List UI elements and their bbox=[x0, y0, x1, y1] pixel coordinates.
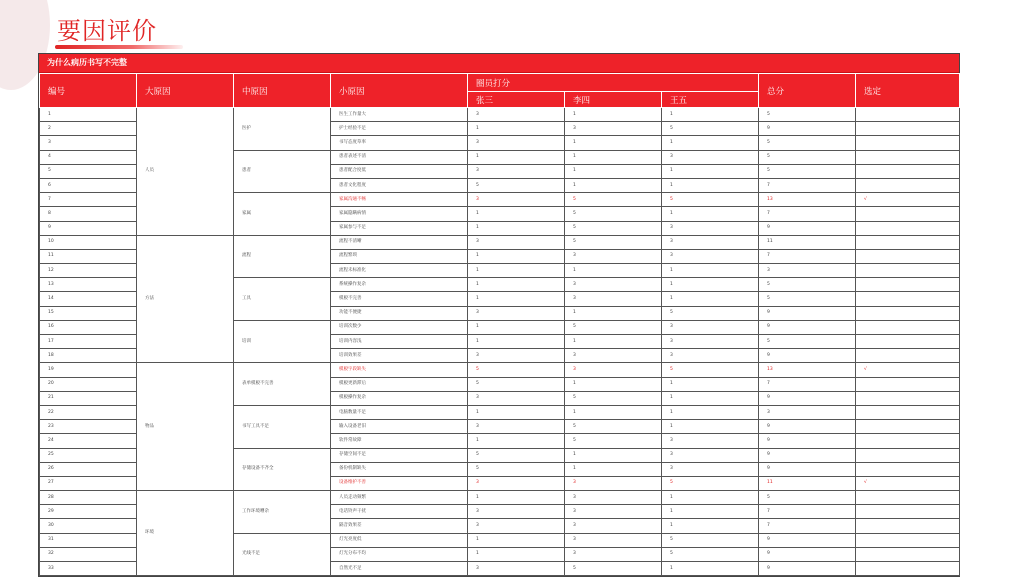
row-no: 17 bbox=[40, 335, 137, 349]
minor-cause-cell: 隔音效果差 bbox=[331, 519, 468, 533]
minor-cause-cell: 模板操作复杂 bbox=[331, 391, 468, 405]
minor-cause-cell: 培训内容浅 bbox=[331, 335, 468, 349]
minor-cause-cell: 患者文化程度 bbox=[331, 178, 468, 192]
selected-mark-cell: √ bbox=[856, 363, 960, 377]
major-cause-cell: 方法 bbox=[137, 235, 234, 363]
title-underline bbox=[55, 45, 183, 49]
selected-mark-cell bbox=[856, 505, 960, 519]
minor-cause-cell: 培训效果差 bbox=[331, 349, 468, 363]
score-member-1: 1 bbox=[468, 221, 565, 235]
table-caption: 为什么病历书写不完整 bbox=[39, 54, 959, 73]
middle-cause-cell: 表单模板不完善 bbox=[234, 363, 331, 406]
selected-mark-cell bbox=[856, 434, 960, 448]
score-member-1: 3 bbox=[468, 420, 565, 434]
score-member-1: 3 bbox=[468, 108, 565, 122]
row-no: 13 bbox=[40, 278, 137, 292]
row-no: 25 bbox=[40, 448, 137, 462]
score-member-1: 1 bbox=[468, 434, 565, 448]
score-member-1: 3 bbox=[468, 349, 565, 363]
row-no: 26 bbox=[40, 462, 137, 476]
header-member-1: 张三 bbox=[468, 92, 565, 108]
selected-mark-cell bbox=[856, 249, 960, 263]
score-member-3: 1 bbox=[662, 136, 759, 150]
row-no: 23 bbox=[40, 420, 137, 434]
total-score-cell: 5 bbox=[759, 292, 856, 306]
minor-cause-cell: 患者配合度低 bbox=[331, 164, 468, 178]
score-member-3: 5 bbox=[662, 476, 759, 490]
score-member-2: 1 bbox=[565, 108, 662, 122]
score-member-1: 5 bbox=[468, 377, 565, 391]
minor-cause-cell: 电脑数量不足 bbox=[331, 405, 468, 419]
row-no: 11 bbox=[40, 249, 137, 263]
score-member-3: 5 bbox=[662, 547, 759, 561]
middle-cause-cell: 医护 bbox=[234, 108, 331, 151]
total-score-cell: 9 bbox=[759, 434, 856, 448]
score-member-2: 1 bbox=[565, 377, 662, 391]
score-member-3: 1 bbox=[662, 391, 759, 405]
minor-cause-cell: 输入设备老旧 bbox=[331, 420, 468, 434]
total-score-cell: 5 bbox=[759, 491, 856, 505]
row-no: 2 bbox=[40, 122, 137, 136]
score-member-2: 5 bbox=[565, 221, 662, 235]
minor-cause-cell: 患者表述不清 bbox=[331, 150, 468, 164]
selected-mark-cell bbox=[856, 178, 960, 192]
score-member-2: 1 bbox=[565, 264, 662, 278]
minor-cause-cell: 灯光亮度低 bbox=[331, 533, 468, 547]
minor-cause-cell: 人员走动频繁 bbox=[331, 491, 468, 505]
score-member-2: 5 bbox=[565, 235, 662, 249]
total-score-cell: 5 bbox=[759, 108, 856, 122]
selected-mark-cell bbox=[856, 462, 960, 476]
score-member-1: 1 bbox=[468, 491, 565, 505]
selected-mark-cell bbox=[856, 547, 960, 561]
selected-mark-cell bbox=[856, 349, 960, 363]
row-no: 18 bbox=[40, 349, 137, 363]
score-member-2: 3 bbox=[565, 122, 662, 136]
minor-cause-cell: 医生工作量大 bbox=[331, 108, 468, 122]
minor-cause-cell: 自然光不足 bbox=[331, 562, 468, 576]
row-no: 27 bbox=[40, 476, 137, 490]
total-score-cell: 3 bbox=[759, 405, 856, 419]
score-member-3: 1 bbox=[662, 505, 759, 519]
score-member-1: 3 bbox=[468, 164, 565, 178]
selected-mark-cell bbox=[856, 164, 960, 178]
minor-cause-cell: 设备维护不善 bbox=[331, 476, 468, 490]
score-member-2: 1 bbox=[565, 405, 662, 419]
minor-cause-cell: 模板不完善 bbox=[331, 292, 468, 306]
score-member-3: 1 bbox=[662, 405, 759, 419]
score-member-1: 3 bbox=[468, 136, 565, 150]
middle-cause-cell: 培训 bbox=[234, 320, 331, 363]
selected-mark-cell bbox=[856, 150, 960, 164]
total-score-cell: 9 bbox=[759, 320, 856, 334]
score-member-1: 1 bbox=[468, 264, 565, 278]
minor-cause-cell: 家属沟通不畅 bbox=[331, 193, 468, 207]
total-score-cell: 3 bbox=[759, 264, 856, 278]
total-score-cell: 9 bbox=[759, 462, 856, 476]
row-no: 19 bbox=[40, 363, 137, 377]
row-no: 14 bbox=[40, 292, 137, 306]
factor-evaluation-table bbox=[39, 73, 960, 576]
minor-cause-cell: 模板更新滞后 bbox=[331, 377, 468, 391]
total-score-cell: 9 bbox=[759, 349, 856, 363]
selected-mark-cell bbox=[856, 377, 960, 391]
row-no: 5 bbox=[40, 164, 137, 178]
middle-cause-cell: 家属 bbox=[234, 193, 331, 236]
row-no: 32 bbox=[40, 547, 137, 561]
total-score-cell: 7 bbox=[759, 505, 856, 519]
score-member-3: 3 bbox=[662, 349, 759, 363]
row-no: 31 bbox=[40, 533, 137, 547]
minor-cause-cell: 流程繁琐 bbox=[331, 249, 468, 263]
total-score-cell: 9 bbox=[759, 122, 856, 136]
score-member-2: 5 bbox=[565, 562, 662, 576]
selected-mark-cell bbox=[856, 391, 960, 405]
minor-cause-cell: 流程不清晰 bbox=[331, 235, 468, 249]
score-member-3: 1 bbox=[662, 264, 759, 278]
minor-cause-cell: 电话铃声干扰 bbox=[331, 505, 468, 519]
row-no: 1 bbox=[40, 108, 137, 122]
score-member-2: 1 bbox=[565, 335, 662, 349]
total-score-cell: 9 bbox=[759, 221, 856, 235]
score-member-2: 5 bbox=[565, 193, 662, 207]
score-member-2: 1 bbox=[565, 136, 662, 150]
score-member-1: 1 bbox=[468, 292, 565, 306]
total-score-cell: 9 bbox=[759, 533, 856, 547]
score-member-1: 1 bbox=[468, 320, 565, 334]
score-member-3: 1 bbox=[662, 562, 759, 576]
score-member-3: 5 bbox=[662, 122, 759, 136]
row-no: 28 bbox=[40, 491, 137, 505]
score-member-3: 3 bbox=[662, 235, 759, 249]
score-member-1: 1 bbox=[468, 405, 565, 419]
score-member-1: 5 bbox=[468, 363, 565, 377]
selected-mark-cell bbox=[856, 533, 960, 547]
score-member-2: 3 bbox=[565, 363, 662, 377]
selected-mark-cell bbox=[856, 519, 960, 533]
score-member-3: 1 bbox=[662, 491, 759, 505]
middle-cause-cell: 流程 bbox=[234, 235, 331, 278]
score-member-2: 3 bbox=[565, 249, 662, 263]
score-member-2: 3 bbox=[565, 505, 662, 519]
score-member-2: 3 bbox=[565, 533, 662, 547]
score-member-1: 3 bbox=[468, 519, 565, 533]
score-member-3: 5 bbox=[662, 193, 759, 207]
minor-cause-cell: 软件常故障 bbox=[331, 434, 468, 448]
row-no: 20 bbox=[40, 377, 137, 391]
row-no: 33 bbox=[40, 562, 137, 576]
header-member-3: 王五 bbox=[662, 92, 759, 108]
header-major-cause: 大原因 bbox=[137, 74, 234, 108]
row-no: 16 bbox=[40, 320, 137, 334]
score-member-1: 3 bbox=[468, 235, 565, 249]
table-body bbox=[40, 108, 960, 576]
score-member-3: 1 bbox=[662, 377, 759, 391]
evaluation-table-panel bbox=[38, 53, 960, 577]
total-score-cell: 5 bbox=[759, 136, 856, 150]
minor-cause-cell: 家属参与不足 bbox=[331, 221, 468, 235]
score-member-3: 5 bbox=[662, 306, 759, 320]
header-minor-cause: 小原因 bbox=[331, 74, 468, 108]
total-score-cell: 13 bbox=[759, 363, 856, 377]
row-no: 30 bbox=[40, 519, 137, 533]
row-no: 9 bbox=[40, 221, 137, 235]
row-no: 10 bbox=[40, 235, 137, 249]
total-score-cell: 7 bbox=[759, 519, 856, 533]
header-member-2: 李四 bbox=[565, 92, 662, 108]
score-member-2: 5 bbox=[565, 434, 662, 448]
selected-mark-cell bbox=[856, 278, 960, 292]
row-no: 15 bbox=[40, 306, 137, 320]
minor-cause-cell: 模板字段缺失 bbox=[331, 363, 468, 377]
row-no: 6 bbox=[40, 178, 137, 192]
selected-mark-cell bbox=[856, 264, 960, 278]
score-member-3: 5 bbox=[662, 533, 759, 547]
header-score-group: 圈员打分 bbox=[468, 74, 759, 92]
table-row bbox=[40, 363, 960, 377]
row-no: 7 bbox=[40, 193, 137, 207]
row-no: 29 bbox=[40, 505, 137, 519]
major-cause-cell: 环境 bbox=[137, 491, 234, 576]
total-score-cell: 5 bbox=[759, 150, 856, 164]
total-score-cell: 7 bbox=[759, 178, 856, 192]
score-member-3: 1 bbox=[662, 164, 759, 178]
score-member-1: 3 bbox=[468, 193, 565, 207]
score-member-3: 1 bbox=[662, 278, 759, 292]
selected-mark-cell bbox=[856, 221, 960, 235]
middle-cause-cell: 工具 bbox=[234, 278, 331, 321]
selected-mark-cell bbox=[856, 235, 960, 249]
selected-mark-cell bbox=[856, 292, 960, 306]
selected-mark-cell bbox=[856, 420, 960, 434]
score-member-2: 3 bbox=[565, 292, 662, 306]
selected-mark-cell bbox=[856, 448, 960, 462]
score-member-2: 5 bbox=[565, 391, 662, 405]
score-member-2: 3 bbox=[565, 476, 662, 490]
score-member-2: 1 bbox=[565, 462, 662, 476]
minor-cause-cell: 护士经验不足 bbox=[331, 122, 468, 136]
header-selected: 选定 bbox=[856, 74, 960, 108]
total-score-cell: 9 bbox=[759, 306, 856, 320]
score-member-2: 5 bbox=[565, 420, 662, 434]
minor-cause-cell: 家属隐瞒病情 bbox=[331, 207, 468, 221]
header-middle-cause: 中原因 bbox=[234, 74, 331, 108]
selected-mark-cell bbox=[856, 335, 960, 349]
score-member-1: 1 bbox=[468, 278, 565, 292]
score-member-3: 3 bbox=[662, 150, 759, 164]
score-member-3: 1 bbox=[662, 519, 759, 533]
total-score-cell: 13 bbox=[759, 193, 856, 207]
row-no: 24 bbox=[40, 434, 137, 448]
score-member-2: 3 bbox=[565, 547, 662, 561]
score-member-2: 1 bbox=[565, 178, 662, 192]
total-score-cell: 7 bbox=[759, 377, 856, 391]
row-no: 3 bbox=[40, 136, 137, 150]
total-score-cell: 9 bbox=[759, 562, 856, 576]
score-member-2: 5 bbox=[565, 207, 662, 221]
score-member-2: 1 bbox=[565, 448, 662, 462]
total-score-cell: 5 bbox=[759, 278, 856, 292]
selected-mark-cell bbox=[856, 136, 960, 150]
score-member-2: 3 bbox=[565, 491, 662, 505]
score-member-3: 1 bbox=[662, 108, 759, 122]
selected-mark-cell bbox=[856, 108, 960, 122]
middle-cause-cell: 存储设备不齐全 bbox=[234, 448, 331, 491]
minor-cause-cell: 功能不便捷 bbox=[331, 306, 468, 320]
header-total: 总分 bbox=[759, 74, 856, 108]
score-member-2: 3 bbox=[565, 349, 662, 363]
score-member-3: 3 bbox=[662, 249, 759, 263]
score-member-1: 1 bbox=[468, 207, 565, 221]
total-score-cell: 7 bbox=[759, 207, 856, 221]
score-member-3: 3 bbox=[662, 448, 759, 462]
score-member-1: 3 bbox=[468, 505, 565, 519]
minor-cause-cell: 流程未标准化 bbox=[331, 264, 468, 278]
score-member-3: 3 bbox=[662, 221, 759, 235]
score-member-2: 3 bbox=[565, 519, 662, 533]
score-member-1: 5 bbox=[468, 448, 565, 462]
middle-cause-cell: 光线不足 bbox=[234, 533, 331, 576]
score-member-1: 1 bbox=[468, 249, 565, 263]
score-member-2: 1 bbox=[565, 164, 662, 178]
score-member-2: 5 bbox=[565, 320, 662, 334]
selected-mark-cell bbox=[856, 320, 960, 334]
middle-cause-cell: 工作环境嘈杂 bbox=[234, 491, 331, 534]
selected-mark-cell: √ bbox=[856, 476, 960, 490]
total-score-cell: 5 bbox=[759, 335, 856, 349]
score-member-1: 5 bbox=[468, 178, 565, 192]
total-score-cell: 7 bbox=[759, 249, 856, 263]
score-member-3: 3 bbox=[662, 462, 759, 476]
score-member-3: 3 bbox=[662, 434, 759, 448]
row-no: 4 bbox=[40, 150, 137, 164]
minor-cause-cell: 存储空间不足 bbox=[331, 448, 468, 462]
selected-mark-cell bbox=[856, 562, 960, 576]
score-member-1: 3 bbox=[468, 391, 565, 405]
minor-cause-cell: 灯光分布不均 bbox=[331, 547, 468, 561]
score-member-2: 1 bbox=[565, 306, 662, 320]
score-member-3: 3 bbox=[662, 320, 759, 334]
score-member-1: 5 bbox=[468, 462, 565, 476]
row-no: 21 bbox=[40, 391, 137, 405]
row-no: 12 bbox=[40, 264, 137, 278]
selected-mark-cell bbox=[856, 491, 960, 505]
selected-mark-cell bbox=[856, 306, 960, 320]
minor-cause-cell: 培训次数少 bbox=[331, 320, 468, 334]
selected-mark-cell bbox=[856, 207, 960, 221]
score-member-2: 3 bbox=[565, 278, 662, 292]
header-no: 编号 bbox=[40, 74, 137, 108]
table-row bbox=[40, 235, 960, 249]
score-member-3: 5 bbox=[662, 363, 759, 377]
minor-cause-cell: 系统操作复杂 bbox=[331, 278, 468, 292]
major-cause-cell: 物品 bbox=[137, 363, 234, 491]
selected-mark-cell bbox=[856, 405, 960, 419]
score-member-3: 1 bbox=[662, 207, 759, 221]
score-member-1: 3 bbox=[468, 562, 565, 576]
selected-mark-cell bbox=[856, 122, 960, 136]
total-score-cell: 9 bbox=[759, 448, 856, 462]
total-score-cell: 11 bbox=[759, 476, 856, 490]
score-member-1: 3 bbox=[468, 476, 565, 490]
score-member-3: 1 bbox=[662, 178, 759, 192]
row-no: 22 bbox=[40, 405, 137, 419]
score-member-1: 1 bbox=[468, 547, 565, 561]
table-row bbox=[40, 491, 960, 505]
score-member-2: 1 bbox=[565, 150, 662, 164]
score-member-3: 1 bbox=[662, 292, 759, 306]
row-no: 8 bbox=[40, 207, 137, 221]
score-member-1: 1 bbox=[468, 533, 565, 547]
minor-cause-cell: 备份机制缺失 bbox=[331, 462, 468, 476]
minor-cause-cell: 书写态度草率 bbox=[331, 136, 468, 150]
score-member-1: 1 bbox=[468, 122, 565, 136]
score-member-3: 3 bbox=[662, 335, 759, 349]
middle-cause-cell: 患者 bbox=[234, 150, 331, 193]
score-member-3: 1 bbox=[662, 420, 759, 434]
selected-mark-cell: √ bbox=[856, 193, 960, 207]
score-member-1: 1 bbox=[468, 150, 565, 164]
page-title: 要因评价 bbox=[57, 17, 157, 45]
score-member-1: 3 bbox=[468, 306, 565, 320]
table-row bbox=[40, 108, 960, 122]
total-score-cell: 9 bbox=[759, 391, 856, 405]
total-score-cell: 11 bbox=[759, 235, 856, 249]
major-cause-cell: 人员 bbox=[137, 108, 234, 236]
score-member-1: 1 bbox=[468, 335, 565, 349]
total-score-cell: 9 bbox=[759, 420, 856, 434]
middle-cause-cell: 书写工具不足 bbox=[234, 405, 331, 448]
total-score-cell: 5 bbox=[759, 164, 856, 178]
total-score-cell: 9 bbox=[759, 547, 856, 561]
